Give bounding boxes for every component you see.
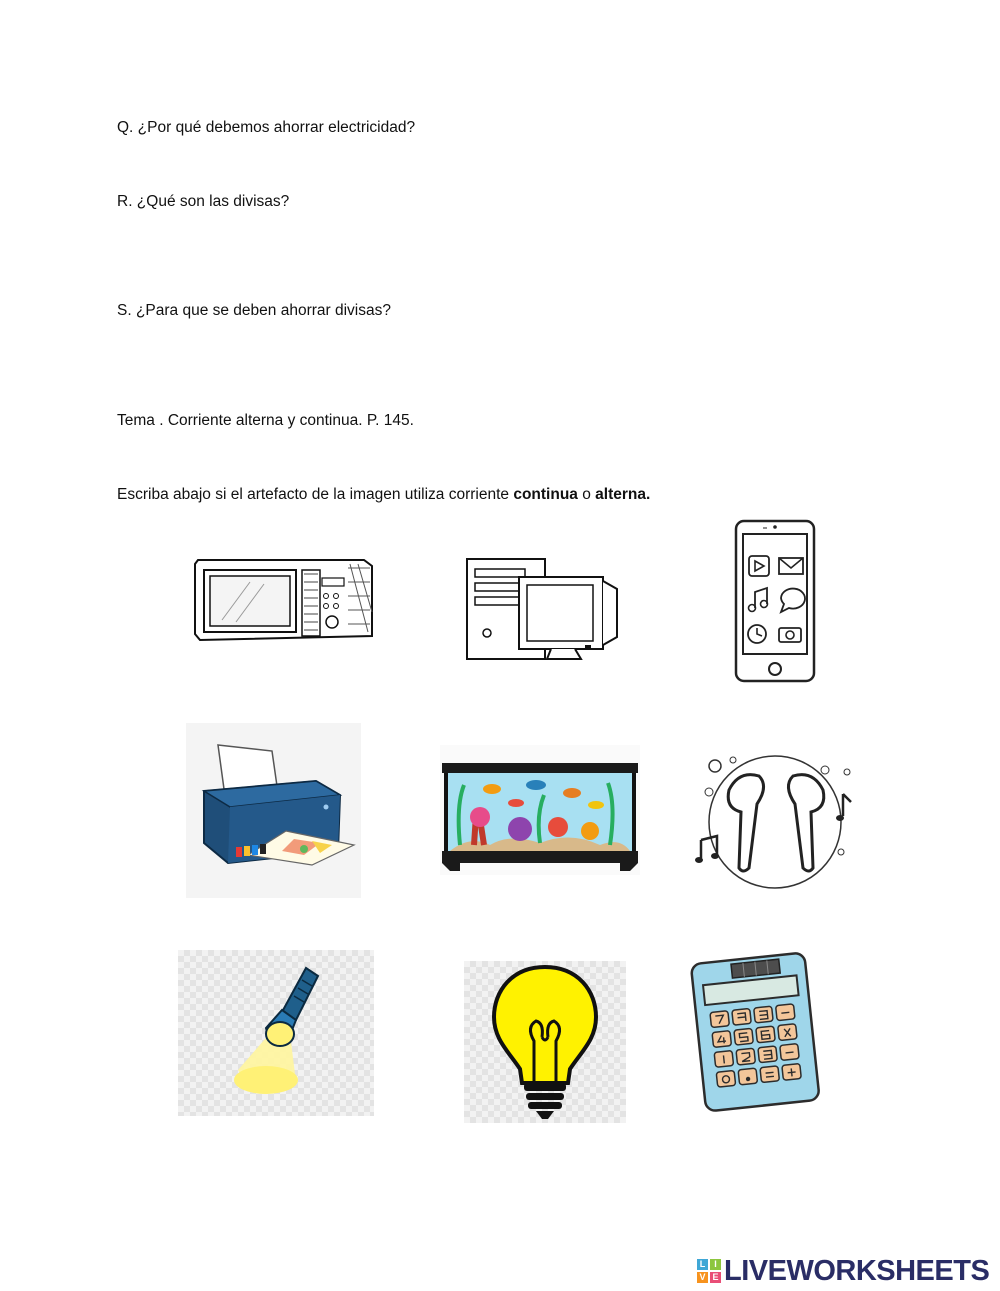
- flashlight-image: [178, 950, 374, 1116]
- light-bulb-image: [464, 961, 626, 1123]
- smartphone-icon: [733, 518, 817, 684]
- logo-letter: L: [697, 1259, 708, 1270]
- aquarium-image: [440, 745, 640, 875]
- calculator-icon: [690, 948, 820, 1112]
- question-s: S. ¿Para que se deben ahorrar divisas?: [117, 302, 391, 319]
- instruction-prefix: Escriba abajo si el artefacto de la imagen utiliza corriente: [117, 486, 514, 503]
- desktop-computer-icon: [463, 555, 621, 667]
- logo-letter: E: [710, 1272, 721, 1283]
- printer-icon: [186, 723, 361, 898]
- instruction-continua: continua: [513, 486, 578, 503]
- logo-letter: V: [697, 1272, 708, 1283]
- logo-text: LIVEWORKSHEETS: [724, 1254, 990, 1287]
- logo-mark: [697, 1259, 721, 1283]
- aquarium-icon: [440, 745, 640, 875]
- question-r: R. ¿Qué son las divisas?: [117, 193, 290, 210]
- light-bulb-icon: [464, 961, 626, 1123]
- earphones-icon: [695, 752, 857, 890]
- instruction-line: [117, 485, 650, 505]
- question-q: Q. ¿Por qué debemos ahorrar electricidad?: [117, 119, 416, 136]
- flashlight-icon: [178, 950, 374, 1116]
- instruction-joiner: o: [577, 486, 596, 503]
- microwave-icon: [192, 552, 378, 648]
- printer-image: [186, 723, 361, 898]
- instruction-alterna: alterna.: [595, 486, 651, 503]
- topic-line: Tema . Corriente alterna y continua. P. 145.: [117, 412, 414, 429]
- logo-letter: I: [710, 1259, 721, 1270]
- liveworksheets-logo: [697, 1256, 989, 1286]
